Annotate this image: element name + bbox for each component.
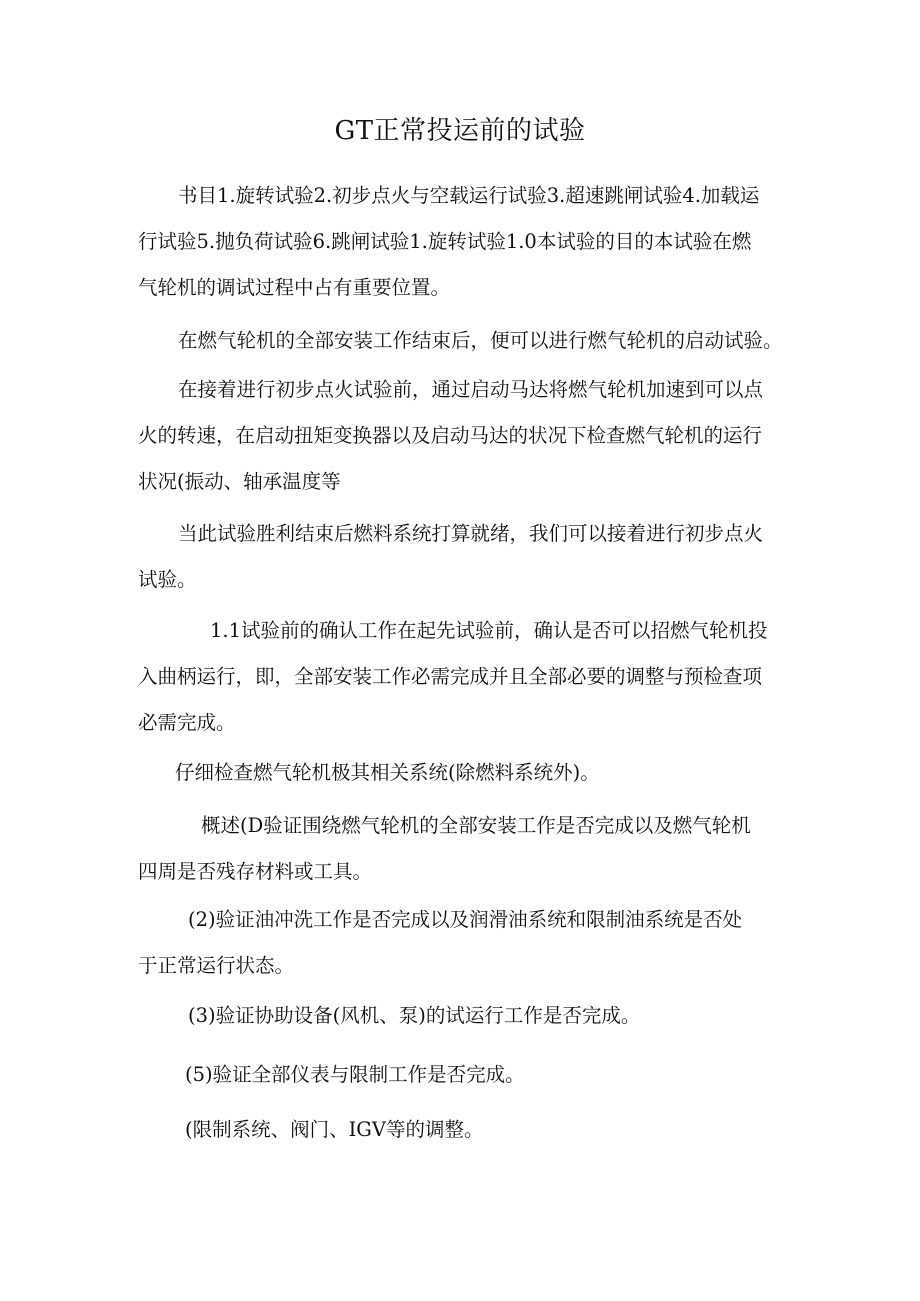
paragraph-inspect-systems: [175, 750, 600, 796]
paragraph-line: 当此试验胜利结束后燃料系统打算就绪，我们可以接着进行初步点火: [178, 522, 764, 545]
paragraph-line: 概述(D验证围绕燃气轮机的全部安装工作是否完成以及燃气轮机: [201, 814, 751, 837]
paragraph-line: 在接着进行初步点火试验前，通过启动马达将燃气轮机加速到可以点: [178, 378, 764, 401]
paragraph-line: (限制系统、阀门、IGV等的调整。: [185, 1118, 484, 1141]
paragraph-line: 试验。: [138, 568, 197, 591]
paragraph-line: (3)验证协助设备(风机、泵)的试运行工作是否完成。: [188, 1004, 641, 1027]
paragraph-overview-item-1: [138, 803, 751, 895]
paragraph-line: 1.1试验前的确认工作在起先试验前，确认是否可以招燃气轮机投: [210, 619, 768, 642]
paragraph-item-2: [138, 897, 743, 989]
paragraph-line: 气轮机的调试过程中占有重要位置。: [138, 276, 451, 299]
paragraph-line: 状况(振动、轴承温度等: [138, 470, 341, 493]
paragraph-line: 行试验5.抛负荷试验6.跳闸试验1.旋转试验1.0本试验的目的本试验在燃: [138, 230, 752, 253]
paragraph-fuel-ready: [138, 511, 764, 603]
paragraph-contents: [138, 173, 760, 311]
paragraph-item-5: [185, 1052, 525, 1098]
paragraph-line: (2)验证油冲洗工作是否完成以及润滑油系统和限制油系统是否处: [188, 908, 743, 931]
document-title: GT正常投运前的试验: [334, 116, 586, 146]
paragraph-line: 书目1.旋转试验2.初步点火与空载运行试验3.超速跳闸试验4.加载运: [178, 184, 760, 207]
paragraph-control-adjust: [185, 1107, 483, 1153]
paragraph-line: 在燃气轮机的全部安装工作结束后，便可以进行燃气轮机的启动试验。: [178, 329, 783, 352]
paragraph-item-3: [188, 993, 640, 1039]
paragraph-line: 必需完成。: [138, 711, 236, 734]
paragraph-line: 四周是否残存材料或工具。: [138, 860, 373, 883]
paragraph-cranking: [138, 367, 764, 505]
paragraph-line: 仔细检查燃气轮机极其相关系统(除燃料系统外)。: [175, 761, 600, 784]
paragraph-line: 于正常运行状态。: [138, 954, 295, 977]
paragraph-line: 入曲柄运行，即，全部安装工作必需完成并且全部必要的调整与预检查项: [138, 665, 763, 688]
paragraph-section-1-1: [138, 608, 768, 746]
paragraph-line: (5)验证全部仪表与限制工作是否完成。: [185, 1063, 525, 1086]
paragraph-install-complete: [178, 318, 783, 364]
paragraph-line: 火的转速，在启动扭矩变换器以及启动马达的状况下检查燃气轮机的运行: [138, 424, 763, 447]
